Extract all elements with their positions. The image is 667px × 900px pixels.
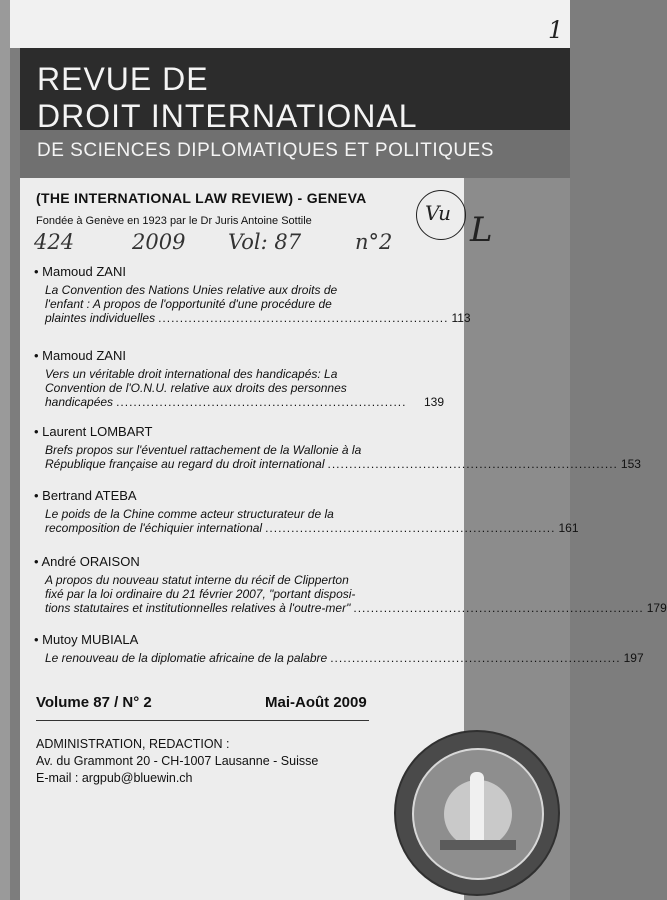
entry-title-end: recomposition de l'échiquier international	[45, 521, 263, 535]
entry-page: 153	[620, 457, 641, 471]
dot-leader: ...................................................................	[116, 395, 407, 409]
entry-title-line: l'enfant : A propos de l'opportunité d'une procédure de	[45, 297, 332, 311]
entry-title-end: Le renouveau de la diplomatie africaine de la palabre	[45, 651, 328, 665]
entry-page: 161	[558, 521, 579, 535]
entry-title-end: République française au regard du droit international	[45, 457, 325, 471]
top-margin	[10, 0, 570, 48]
entry-author: • Mutoy MUBIALA	[34, 632, 139, 647]
journal-title-line1: REVUE DE	[37, 61, 209, 97]
entry-last-line	[45, 601, 667, 615]
entry-title	[34, 651, 644, 665]
dot-leader: ...................................................................	[265, 521, 556, 535]
entry-page: 197	[623, 651, 644, 665]
seal-base	[440, 840, 516, 850]
entry-last-line	[45, 521, 579, 535]
dot-leader: ...................................................................	[353, 601, 644, 615]
scan-edge	[0, 0, 10, 900]
dot-leader: ...................................................................	[330, 651, 621, 665]
volume-number: Volume 87 / N° 2	[36, 694, 152, 711]
entry-page: 179	[646, 601, 667, 615]
toc-entry	[34, 632, 644, 665]
admin-address: Av. du Grammont 20 - CH-1007 Lausanne - Suisse	[36, 754, 319, 768]
entry-title-line: A propos du nouveau statut interne du récif de Clipperton	[45, 573, 349, 587]
entry-author: • Mamoud ZANI	[34, 348, 126, 363]
divider	[36, 720, 369, 721]
journal-header	[20, 48, 570, 178]
entry-title-line: Convention de l'O.N.U. relative aux droits des personnes	[45, 381, 347, 395]
entry-title	[34, 367, 444, 409]
entry-author: • Bertrand ATEBA	[34, 488, 137, 503]
vu-stamp	[416, 190, 466, 240]
admin-block	[36, 736, 318, 787]
entry-page: 113	[451, 311, 471, 325]
handwritten-volume: Vol: 87	[228, 230, 302, 254]
entry-title-line: Le poids de la Chine comme acteur structurateur de la	[45, 507, 334, 521]
journal-title-line3: DE SCIENCES DIPLOMATIQUES ET POLITIQUES	[37, 140, 494, 161]
handwritten-corner-mark: 1	[548, 16, 564, 44]
journal-subtitle: (THE INTERNATIONAL LAW REVIEW) - GENEVA	[36, 190, 367, 206]
entry-title-line: Brefs propos sur l'éventuel rattachement de la Wallonie à la	[45, 443, 362, 457]
handwritten-margin-mark: L	[470, 210, 493, 250]
issue-date: Mai-Août 2009	[265, 694, 367, 711]
stamp-text: Vu	[425, 201, 452, 225]
entry-title	[34, 507, 579, 535]
dot-leader: ...................................................................	[327, 457, 618, 471]
entry-title-line: fixé par la loi ordinaire du 21 février 2007, "portant disposi-	[45, 587, 356, 601]
toc-entry	[34, 424, 641, 471]
admin-heading: ADMINISTRATION, REDACTION :	[36, 737, 230, 751]
entry-title-end: handicapées	[45, 395, 114, 409]
entry-page: 139	[423, 395, 444, 409]
founded-note: Fondée à Genève en 1923 par le Dr Juris Antoine Sottile	[36, 215, 312, 227]
entry-author: • Laurent LOMBART	[34, 424, 153, 439]
entry-title-line: La Convention des Nations Unies relative aux droits de	[45, 283, 338, 297]
handwritten-issue: n°2	[355, 230, 393, 254]
entry-title	[34, 573, 667, 615]
journal-seal	[394, 730, 560, 896]
journal-title-line2: DROIT INTERNATIONAL	[37, 98, 418, 134]
entry-author: • Mamoud ZANI	[34, 264, 126, 279]
seal-figure	[470, 772, 484, 842]
entry-last-line	[45, 651, 644, 665]
seal-ring	[412, 748, 544, 880]
dot-leader: ...................................................................	[158, 311, 449, 325]
entry-title	[34, 283, 471, 325]
toc-entry	[34, 488, 579, 535]
entry-author: • André ORAISON	[34, 554, 140, 569]
entry-title-end: plaintes individuelles	[45, 311, 156, 325]
entry-last-line	[45, 395, 444, 409]
entry-title-end: tions statutaires et institutionnelles relatives à l'outre-mer"	[45, 601, 351, 615]
toc-entry	[34, 264, 471, 325]
entry-last-line	[45, 457, 641, 471]
toc-entry	[34, 348, 444, 409]
handwritten-year: 2009	[132, 230, 186, 254]
toc-entry	[34, 554, 667, 615]
entry-title-line: Vers un véritable droit international des handicapés: La	[45, 367, 338, 381]
entry-title	[34, 443, 641, 471]
handwritten-number: 424	[34, 230, 75, 254]
admin-email: E-mail : argpub@bluewin.ch	[36, 771, 193, 785]
entry-last-line	[45, 311, 471, 325]
